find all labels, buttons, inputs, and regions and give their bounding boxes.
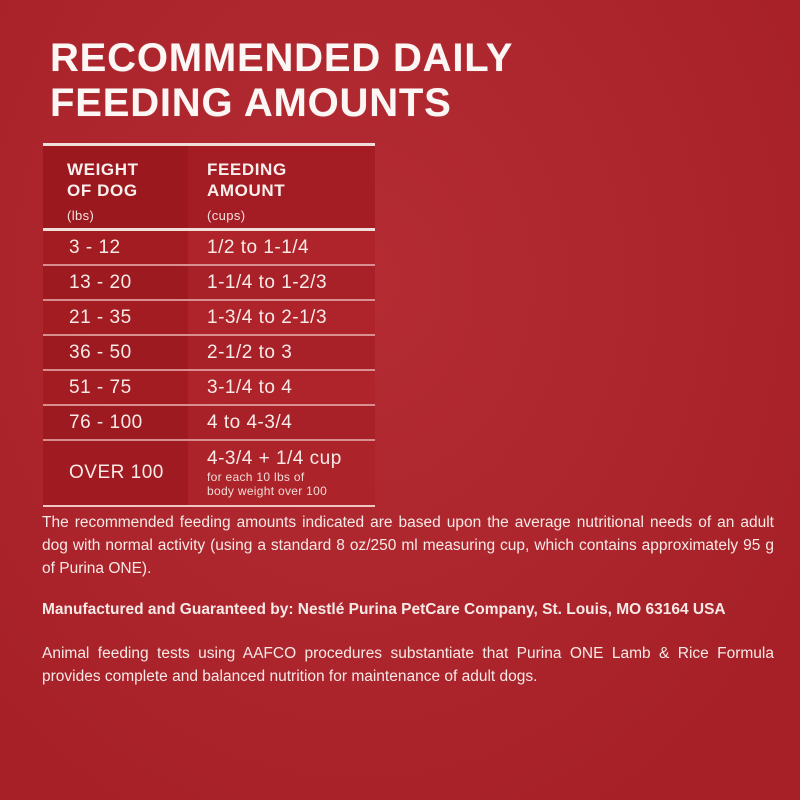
weight-column-unit: (lbs) — [67, 208, 95, 223]
table-row — [43, 336, 375, 369]
weight-value: 21 - 35 — [69, 306, 132, 328]
feeding-amounts-table — [43, 143, 375, 507]
page-title-line1: RECOMMENDED DAILY — [50, 36, 514, 80]
weight-value: 13 - 20 — [69, 271, 132, 293]
amount-value: 1-1/4 to 1-2/3 — [207, 271, 328, 293]
table-header-row — [43, 146, 375, 228]
page-title — [50, 36, 513, 126]
amount-label-line2: AMOUNT — [207, 181, 286, 200]
weight-column-label — [67, 159, 180, 201]
table-header-weight — [43, 146, 188, 228]
amount-value: 4-3/4 + 1/4 cup — [207, 448, 342, 469]
table-row — [43, 406, 375, 439]
weight-value: 76 - 100 — [69, 411, 143, 433]
page-title-line2: FEEDING AMOUNTS — [50, 81, 452, 125]
footnotes — [42, 511, 774, 688]
table-row — [43, 266, 375, 299]
amount-label-line1: FEEDING — [207, 160, 287, 179]
amount-value: 3-1/4 to 4 — [207, 376, 293, 398]
table-header-amount — [188, 146, 375, 228]
amount-column-unit: (cups) — [207, 208, 246, 223]
amount-column-label — [207, 159, 367, 201]
weight-label-line1: WEIGHT — [67, 160, 139, 179]
table-row-over-100 — [43, 441, 375, 505]
aafco-paragraph: Animal feeding tests using AAFCO procedures substantiate that Purina ONE Lamb & Rice Formula provides complete and balanced nutrition for maintenance of adult dogs. — [42, 645, 774, 685]
feeding-disclaimer-paragraph: The recommended feeding amounts indicated are based upon the average nutritional needs of an adult dog with normal activity (using a standard 8 oz/250 ml measuring cup, which contains approximately 95 g of Purina ONE). — [42, 514, 774, 577]
amount-value: 1/2 to 1-1/4 — [207, 236, 310, 258]
weight-value: 36 - 50 — [69, 341, 132, 363]
weight-label-line2: OF DOG — [67, 181, 138, 200]
weight-value: 3 - 12 — [69, 236, 121, 258]
weight-value: 51 - 75 — [69, 376, 132, 398]
amount-value: 1-3/4 to 2-1/3 — [207, 306, 328, 328]
amount-value: 4 to 4-3/4 — [207, 411, 293, 433]
table-row — [43, 231, 375, 264]
weight-value: OVER 100 — [69, 462, 164, 483]
amount-note-line1: for each 10 lbs of — [207, 470, 305, 484]
table-row — [43, 371, 375, 404]
amount-note-line2: body weight over 100 — [207, 484, 328, 498]
table-row — [43, 301, 375, 334]
manufacturer-paragraph: Manufactured and Guaranteed by: Nestlé Purina PetCare Company, St. Louis, MO 63164 USA — [42, 601, 726, 618]
table-bottom-rule — [43, 505, 375, 507]
amount-value: 2-1/2 to 3 — [207, 341, 293, 363]
